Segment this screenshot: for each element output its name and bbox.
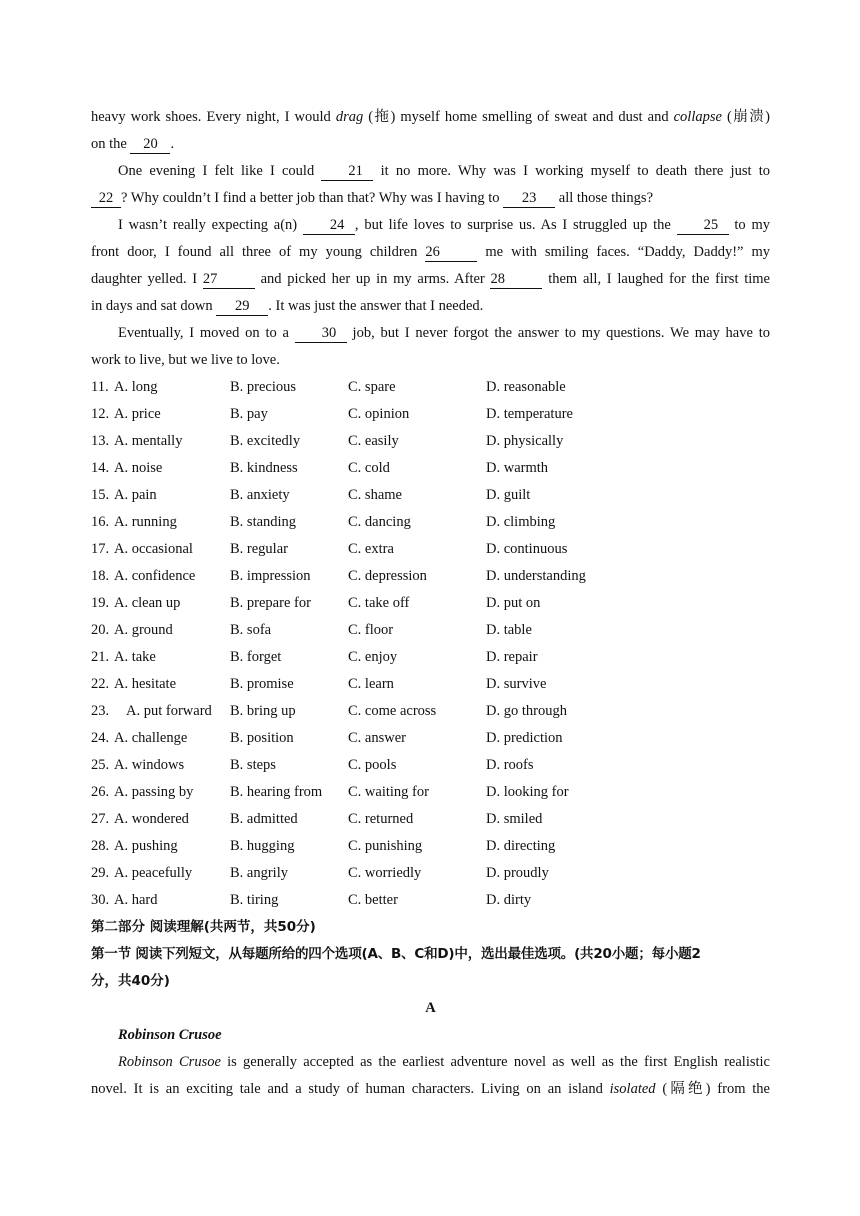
option-b: B. regular (230, 541, 288, 557)
option-a: A. pushing (114, 838, 178, 854)
italic-word: Robinson Crusoe (118, 1054, 221, 1070)
text: daughter yelled. I (91, 271, 203, 287)
blank-22: 22 (91, 190, 121, 208)
option-c: C. dancing (348, 514, 411, 530)
option-d: D. physically (486, 433, 564, 449)
option-b: B. anxiety (230, 487, 290, 503)
question-number: 18. (91, 568, 110, 584)
option-row (91, 374, 770, 401)
option-a: A. ground (114, 622, 173, 638)
option-a: A. windows (114, 757, 185, 773)
question-number: 23. (91, 703, 110, 719)
option-b: B. admitted (230, 811, 298, 827)
option-c: C. easily (348, 433, 399, 449)
text: front door, I found all three of my young children (91, 244, 426, 260)
text: . (170, 136, 175, 152)
option-d: D. go through (486, 703, 567, 719)
option-d: D. survive (486, 676, 547, 692)
option-row (91, 590, 770, 617)
text: is generally accepted as the earliest adventure novel as well as the first English realistic (220, 1054, 770, 1070)
blank-26: 26 (425, 244, 477, 262)
text: ? Why couldn’t I find a better job than that? Why was I having to (121, 190, 504, 206)
text: (隔绝) from the (655, 1081, 770, 1097)
option-row (91, 860, 770, 887)
passage-line (91, 104, 770, 131)
option-d: D. smiled (486, 811, 543, 827)
text: it no more. Why was I working myself to death there just to (373, 163, 770, 179)
option-row (91, 671, 770, 698)
option-d: D. temperature (486, 406, 573, 422)
text: and picked her up in my arms. After (254, 271, 491, 287)
option-c: C. extra (348, 541, 394, 557)
option-row (91, 887, 770, 914)
text: , but life loves to surprise us. As I struggled up the (354, 217, 677, 233)
option-d: D. proudly (486, 865, 549, 881)
question-number: 30. (91, 892, 110, 908)
passage-line (91, 131, 770, 158)
option-b: B. excitedly (230, 433, 301, 449)
question-number: 29. (91, 865, 110, 881)
option-d: D. reasonable (486, 379, 566, 395)
text: job, but I never forgot the answer to my questions. We may have to (346, 325, 770, 341)
option-row (91, 725, 770, 752)
passage-line (91, 185, 770, 212)
text: Eventually, I moved on to a (118, 325, 295, 341)
passage-line (91, 158, 770, 185)
option-a: A. put forward (126, 703, 212, 719)
option-row (91, 779, 770, 806)
option-c: C. come across (348, 703, 437, 719)
option-a: A. wondered (114, 811, 189, 827)
passage-line (91, 266, 770, 293)
passage-line (91, 1049, 770, 1076)
option-a: A. mentally (114, 433, 183, 449)
option-c: C. pools (348, 757, 397, 773)
question-number: 20. (91, 622, 110, 638)
option-row (91, 617, 770, 644)
question-number: 12. (91, 406, 110, 422)
blank-20: 20 (130, 136, 170, 154)
option-b: B. bring up (230, 703, 296, 719)
option-b: B. promise (230, 676, 294, 692)
option-a: A. confidence (114, 568, 196, 584)
blank-29: 29 (216, 298, 268, 316)
option-b: B. angrily (230, 865, 288, 881)
option-d: D. directing (486, 838, 556, 854)
text: novel. It is an exciting tale and a study of human characters. Living on an island (91, 1081, 610, 1097)
blank-24: 24 (303, 217, 355, 235)
question-number: 22. (91, 676, 110, 692)
question-number: 17. (91, 541, 110, 557)
passage-line (91, 212, 770, 239)
option-d: D. table (486, 622, 532, 638)
italic-word: isolated (609, 1081, 656, 1097)
text: One evening I felt like I could (118, 163, 322, 179)
section-heading: 第一节 阅读下列短文，从每题所给的四个选项(A、B、C和D)中，选出最佳选项。(共20小题；每小题2 (91, 946, 701, 962)
option-d: D. continuous (486, 541, 568, 557)
passage-line (91, 320, 770, 347)
option-c: C. learn (348, 676, 394, 692)
passage-line (91, 1076, 770, 1103)
option-b: B. forget (230, 649, 282, 665)
text: on the (91, 136, 131, 152)
passage-title (91, 1022, 770, 1049)
option-row (91, 428, 770, 455)
text: . It was just the answer that I needed. (268, 298, 484, 314)
option-a: A. hard (114, 892, 158, 908)
option-c: C. better (348, 892, 398, 908)
option-b: B. hugging (230, 838, 295, 854)
blank-28: 28 (490, 271, 542, 289)
text: in days and sat down (91, 298, 217, 314)
option-a: A. peacefully (114, 865, 193, 881)
option-b: B. pay (230, 406, 268, 422)
option-row (91, 644, 770, 671)
option-d: D. guilt (486, 487, 531, 503)
option-d: D. looking for (486, 784, 569, 800)
blank-23: 23 (503, 190, 555, 208)
option-b: B. prepare for (230, 595, 311, 611)
option-row (91, 752, 770, 779)
option-a: A. long (114, 379, 158, 395)
option-row (91, 536, 770, 563)
option-a: A. passing by (114, 784, 194, 800)
blank-25: 25 (677, 217, 729, 235)
option-a: A. clean up (114, 595, 181, 611)
option-d: D. roofs (486, 757, 534, 773)
option-row (91, 833, 770, 860)
question-number: 16. (91, 514, 110, 530)
option-c: C. shame (348, 487, 402, 503)
option-c: C. depression (348, 568, 427, 584)
option-row (91, 563, 770, 590)
question-number: 14. (91, 460, 110, 476)
italic-word: collapse (673, 109, 722, 125)
option-row (91, 455, 770, 482)
option-d: D. put on (486, 595, 541, 611)
passage-line (91, 239, 770, 266)
question-number: 27. (91, 811, 110, 827)
option-c: C. floor (348, 622, 394, 638)
part-heading: 第二部分 阅读理解(共两节，共50分) (91, 919, 316, 935)
option-c: C. enjoy (348, 649, 398, 665)
option-d: D. climbing (486, 514, 556, 530)
question-number: 26. (91, 784, 110, 800)
text: (拖) myself home smelling of sweat and dust and (363, 109, 674, 125)
option-c: C. punishing (348, 838, 423, 854)
question-number: 15. (91, 487, 110, 503)
question-number: 13. (91, 433, 110, 449)
option-b: B. standing (230, 514, 297, 530)
text: I wasn’t really expecting a(n) (118, 217, 303, 233)
passage-line: work to live, but we live to love. (91, 352, 280, 368)
option-b: B. sofa (230, 622, 272, 638)
title-text: Robinson Crusoe (118, 1027, 222, 1043)
option-a: A. hesitate (114, 676, 177, 692)
option-row (91, 482, 770, 509)
text: to my (728, 217, 770, 233)
option-c: C. spare (348, 379, 396, 395)
option-b: B. position (230, 730, 294, 746)
option-a: A. take (114, 649, 156, 665)
option-row (91, 509, 770, 536)
question-number: 24. (91, 730, 110, 746)
blank-30: 30 (295, 325, 347, 343)
option-a: A. pain (114, 487, 157, 503)
exam-page (91, 104, 770, 1103)
text: me with smiling faces. “Daddy, Daddy!” my (477, 244, 770, 260)
text: heavy work shoes. Every night, I would (91, 109, 336, 125)
question-number: 11. (91, 379, 109, 395)
question-number: 28. (91, 838, 110, 854)
question-number: 21. (91, 649, 110, 665)
text: all those things? (555, 190, 654, 206)
blank-27: 27 (203, 271, 255, 289)
passage-letter: A (425, 1000, 436, 1016)
italic-word: drag (335, 109, 364, 125)
option-d: D. prediction (486, 730, 563, 746)
option-d: D. understanding (486, 568, 586, 584)
option-b: B. kindness (230, 460, 298, 476)
options-list (91, 374, 770, 914)
option-d: D. warmth (486, 460, 549, 476)
section-heading-cont: 分，共40分) (91, 973, 170, 989)
option-c: C. cold (348, 460, 390, 476)
option-c: C. take off (348, 595, 410, 611)
option-c: C. worriedly (348, 865, 422, 881)
option-row (91, 401, 770, 428)
text: (崩溃) (721, 109, 770, 125)
option-c: C. returned (348, 811, 414, 827)
passage-line (91, 293, 770, 320)
question-number: 19. (91, 595, 110, 611)
option-c: C. answer (348, 730, 406, 746)
blank-21: 21 (321, 163, 373, 181)
option-b: B. impression (230, 568, 311, 584)
option-c: C. opinion (348, 406, 410, 422)
text: them all, I laughed for the first time (542, 271, 770, 287)
option-b: B. steps (230, 757, 276, 773)
option-b: B. tiring (230, 892, 279, 908)
option-a: A. challenge (114, 730, 188, 746)
option-row (91, 698, 770, 725)
option-a: A. running (114, 514, 177, 530)
option-a: A. occasional (114, 541, 193, 557)
option-a: A. price (114, 406, 161, 422)
option-b: B. hearing from (230, 784, 323, 800)
option-b: B. precious (230, 379, 297, 395)
option-c: C. waiting for (348, 784, 429, 800)
question-number: 25. (91, 757, 110, 773)
option-a: A. noise (114, 460, 163, 476)
option-d: D. dirty (486, 892, 532, 908)
option-d: D. repair (486, 649, 538, 665)
option-row (91, 806, 770, 833)
